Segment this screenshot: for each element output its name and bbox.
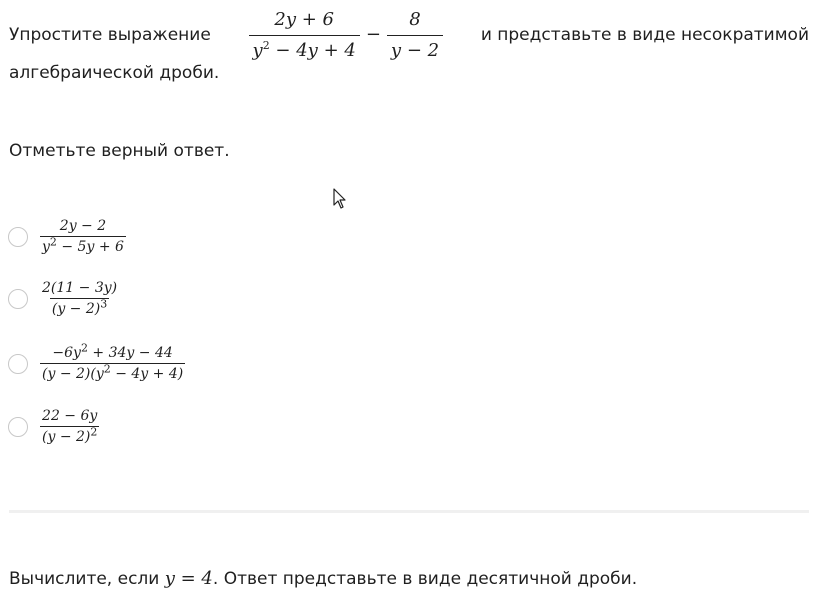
option-4-fraction: [40, 408, 99, 445]
answer-option-2[interactable]: [8, 280, 119, 317]
radio-button-icon[interactable]: [8, 417, 28, 437]
fraction-2: [387, 8, 443, 63]
minus-sign: −: [365, 24, 381, 45]
fraction-1: [249, 8, 360, 63]
fraction-2-numerator: 8: [409, 8, 421, 30]
option-1-numerator: 2y − 2: [59, 218, 107, 234]
radio-button-icon[interactable]: [8, 227, 28, 247]
radio-button-icon[interactable]: [8, 289, 28, 309]
answer-option-3[interactable]: [8, 341, 185, 382]
question-2-math: y = 4: [164, 568, 213, 589]
option-2-numerator: 2(11 − 3y): [42, 280, 118, 296]
option-3-denominator: $(y - 2)(y^2 - 4y + 4)$: [42, 362, 184, 382]
mouse-pointer-icon: [333, 188, 347, 214]
option-2-denominator: $(y - 2)^3$: [51, 297, 108, 317]
expression: [249, 8, 444, 63]
option-4-denominator: $(y - 2)^2$: [42, 425, 98, 445]
question-suffix: и представьте в виде несократимой: [480, 25, 809, 45]
option-3-fraction: [40, 341, 185, 382]
option-1-denominator: $y^2 - 5y + 6$: [42, 235, 124, 255]
answer-option-1[interactable]: [8, 218, 126, 255]
fraction-1-denominator: $y^2 - 4y + 4$: [249, 35, 360, 63]
section-divider: [9, 510, 809, 513]
question-2-text: Вычислите, если y = 4. Ответ представьте в виде десятичной дроби.: [9, 568, 638, 589]
answer-prompt: Отметьте верный ответ.: [9, 141, 230, 161]
radio-button-icon[interactable]: [8, 354, 28, 374]
option-1-fraction: [40, 218, 126, 255]
option-3-numerator: $-6y^2 + 34y - 44$: [52, 341, 173, 361]
question-prefix: Упростите выражение: [9, 25, 211, 45]
answer-option-4[interactable]: [8, 408, 99, 445]
option-2-fraction: [40, 280, 119, 317]
option-4-numerator: 22 − 6y: [42, 408, 98, 424]
fraction-1-numerator: 2y + 6: [274, 8, 334, 30]
question-line-2: алгебраической дроби.: [9, 63, 220, 83]
question-1-text: [9, 8, 809, 85]
fraction-2-denominator: y − 2: [387, 35, 443, 63]
